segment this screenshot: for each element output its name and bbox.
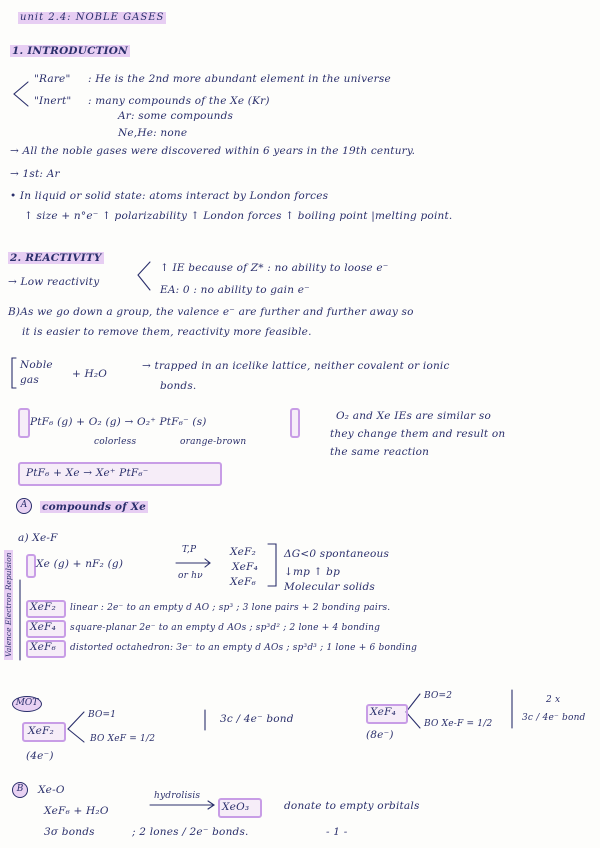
row-xef2-text: linear : 2e⁻ to an empty d AO ; sp³ ; 3 lone pairs + 2 bonding pairs. <box>70 603 391 613</box>
row-xef6-formula: XeF₆ <box>30 641 56 653</box>
equation-box-1 <box>18 408 30 438</box>
down-group-text-2: it is easier to remove them, reactivity more feasible. <box>22 326 312 338</box>
page-title: unit 2.4: NOBLE GASES <box>20 12 165 23</box>
equation-ptf6-o2: PtF₆ (g) + O₂ (g) → O₂⁺ PtF₆⁻ (s) <box>30 416 207 428</box>
noble-gas-label-b: gas <box>20 374 39 386</box>
inert-text: : many compounds of the Xe (Kr) <box>88 95 270 107</box>
bracket-reactivity <box>138 262 150 290</box>
row-xef6-text: distorted octahedron: 3e⁻ to an empty d AOs ; sp³d³ ; 1 lone + 6 bonding <box>70 643 418 653</box>
property-molecular-solids: Molecular solids <box>284 581 375 593</box>
liquid-state-text: • In liquid or solid state: atoms interact by London forces <box>10 190 329 202</box>
mot-left-formula: XeF₂ <box>28 725 54 737</box>
down-group-text-1: B)As we go down a group, the valence e⁻ are further and further away so <box>8 306 414 318</box>
product-xef2: XeF₂ <box>230 546 256 558</box>
conditions-bottom: or hν <box>178 571 203 581</box>
mot-left-bond: 3c / 4e⁻ bond <box>220 713 294 725</box>
xeo-equation-left: XeF₆ + H₂O <box>44 805 109 817</box>
product-xef4: XeF₄ <box>232 561 258 573</box>
mot-left-bo: BO=1 <box>88 710 117 720</box>
mot-right-electrons: (8e⁻) <box>366 729 394 741</box>
row-xef2-formula: XeF₂ <box>30 601 56 613</box>
trapped-text-1: → trapped in an icelike lattice, neither covalent or ionic <box>142 360 450 372</box>
bonds-text-1: 3σ bonds <box>44 826 95 838</box>
colorless-label: colorless <box>94 437 137 447</box>
side-label-vsepr: Valence Electron Repulsion <box>4 550 13 660</box>
bonds-text-2: ; 2 lones / 2e⁻ bonds. <box>132 826 249 838</box>
inert-label: "Inert" <box>34 95 72 107</box>
mot-left-bo-xef: BO XeF = 1/2 <box>90 734 156 744</box>
discovered-text: → All the noble gases were discovered within 6 years in the 19th century. <box>10 145 416 157</box>
mot-right-bond-multiplier: 2 x <box>546 695 561 705</box>
bracket-intro <box>14 82 28 106</box>
argon-text: Ar: some compounds <box>118 110 234 122</box>
equation-ptf6-xe: PtF₆ + Xe → Xe⁺ PtF₆⁻ <box>26 467 149 479</box>
mot-left-electrons: (4e⁻) <box>26 750 54 762</box>
trend-text: ↑ size + n°e⁻ ↑ polarizability ↑ London forces ↑ boiling point |melting point. <box>24 210 453 222</box>
row-xef4-formula: XeF₄ <box>30 621 56 633</box>
label-b-circle: B <box>12 782 28 798</box>
similar-ie-note-1: O₂ and Xe IEs are similar so <box>336 410 491 422</box>
xe-reaction-left: Xe (g) + nF₂ (g) <box>36 558 124 570</box>
row-xef4-text: square-planar 2e⁻ to an empty d AOs ; sp³d² ; 2 lone + 4 bonding <box>70 623 381 633</box>
mot-circle: MOT <box>12 696 42 712</box>
electron-affinity-text: EA: 0 : no ability to gain e⁻ <box>160 284 310 296</box>
low-reactivity-text: → Low reactivity <box>8 276 100 288</box>
sub-xe-f: a) Xe-F <box>18 532 58 544</box>
rare-label: "Rare" <box>34 73 71 85</box>
product-xef6: XeF₆ <box>230 576 256 588</box>
property-spontaneous: ΔG<0 spontaneous <box>284 548 390 560</box>
conditions-top: T,P <box>182 545 197 555</box>
hydrolysis-label: hydrolisis <box>154 791 201 801</box>
mot-right-bo: BO=2 <box>424 691 453 701</box>
section-heading-reactivity: 2. REACTIVITY <box>10 252 102 264</box>
xeo3-product: XeO₃ <box>222 801 250 813</box>
property-mp-bp: ↓mp ↑ bp <box>284 566 340 578</box>
donate-text: donate to empty orbitals <box>284 800 420 812</box>
section-heading-introduction: 1. INTRODUCTION <box>12 45 128 57</box>
mot-right-bo-xef: BO Xe-F = 1/2 <box>424 719 493 729</box>
page-number: - 1 - <box>326 826 348 838</box>
orange-brown-label: orange-brown <box>180 437 247 447</box>
label-a-circle: A <box>16 498 32 514</box>
compounds-heading: compounds of Xe <box>42 501 147 513</box>
plus-water: + H₂O <box>72 368 108 380</box>
neon-text: Ne,He: none <box>118 127 188 139</box>
mot-right-formula: XeF₄ <box>370 706 396 718</box>
trapped-text-2: bonds. <box>160 380 197 392</box>
noble-gas-label-a: Noble <box>20 359 53 371</box>
rare-text: : He is the 2nd more abundant element in the universe <box>88 73 391 85</box>
first-discovered-text: → 1st: Ar <box>10 168 60 180</box>
mot-right-bond: 3c / 4e⁻ bond <box>522 713 586 723</box>
xe-reactant-box <box>26 554 36 578</box>
similar-ie-note-2: they change them and result on <box>330 428 506 440</box>
similar-ie-note-3: the same reaction <box>330 446 430 458</box>
equation-box-1-end <box>290 408 300 438</box>
sub-xe-o: Xe-O <box>38 784 65 796</box>
ionization-energy-text: ↑ IE because of Z* : no ability to loose e⁻ <box>160 262 389 274</box>
